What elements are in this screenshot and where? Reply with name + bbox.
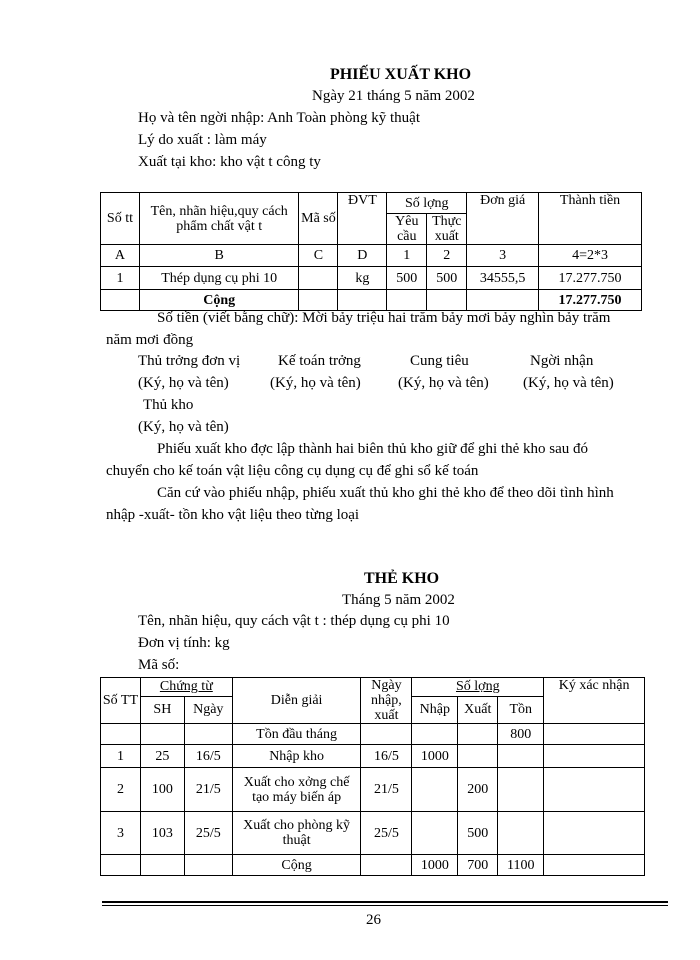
cell-stock: 800 <box>498 724 544 745</box>
th-qty: Số lợng <box>412 678 544 697</box>
the-kho-code-line: Mã số: <box>138 657 180 673</box>
cell-empty <box>361 724 412 745</box>
th-in: Nhập <box>412 696 458 723</box>
sum-in: 1000 <box>412 855 458 876</box>
th-desc: Diễn giải <box>232 678 361 724</box>
cell-empty <box>544 768 645 812</box>
cell-act: 500 <box>427 267 467 290</box>
th-doc: Chứng từ <box>140 678 232 697</box>
phieu-store-line: Xuất tại kho: kho vật t công ty <box>138 154 321 170</box>
amount-words-line2: năm mơi đồng <box>106 332 194 348</box>
cell-empty <box>361 855 412 876</box>
cell-empty <box>544 812 645 855</box>
col-a: A <box>101 245 140 267</box>
cell-empty <box>412 812 458 855</box>
phieu-title: PHIẾU XUẤT KHO <box>330 66 472 83</box>
sum-row <box>101 290 642 311</box>
the-kho-title: THẺ KHO <box>364 570 440 587</box>
cell-empty <box>498 812 544 855</box>
cell-out: 500 <box>458 812 498 855</box>
sig-sub: (Ký, họ và tên) <box>523 375 614 391</box>
cell-empty <box>140 724 184 745</box>
amount-words-line1: Số tiền (viết bằng chữ): Mời bảy triệu hai trăm bảy mơi bảy nghìn bảy trăm <box>157 310 611 326</box>
cell-stt: 1 <box>101 267 140 290</box>
cell-empty <box>412 768 458 812</box>
col-d: D <box>338 245 387 267</box>
cell-ngay: 16/5 <box>184 745 232 768</box>
sum-label: Cộng <box>139 290 299 311</box>
th-act: Thực xuất <box>427 214 467 245</box>
sum-label: Cộng <box>232 855 361 876</box>
cell-price: 34555,5 <box>467 267 539 290</box>
cell-name: Thép dụng cụ phi 10 <box>139 267 299 290</box>
th-stt: Số TT <box>101 678 141 724</box>
table-row <box>101 745 645 768</box>
cell-empty <box>544 855 645 876</box>
cell-ngay: 21/5 <box>184 768 232 812</box>
cell-empty <box>184 724 232 745</box>
page-number: 26 <box>366 912 381 928</box>
the-kho-unit-line: Đơn vị tính: kg <box>138 635 230 651</box>
cell-desc: Nhập kho <box>232 745 361 768</box>
cell-empty <box>544 724 645 745</box>
sig-accountant: Kế toán trởng <box>278 353 361 369</box>
the-kho-name-line: Tên, nhãn hiệu, quy cách vật t : thép dụng cụ phi 10 <box>138 613 450 629</box>
paragraph-2-line2: nhập -xuất- tồn kho vật liệu theo từng loại <box>106 507 360 523</box>
cell-empty <box>101 724 141 745</box>
footer-rule <box>102 905 668 906</box>
cell-code <box>299 267 338 290</box>
cell-sh: 100 <box>140 768 184 812</box>
th-unit: ĐVT <box>338 193 387 245</box>
col-b: B <box>139 245 299 267</box>
th-req: Yêu cầu <box>387 214 427 245</box>
cell-empty <box>544 745 645 768</box>
table-row <box>101 724 645 745</box>
cell-stt: 3 <box>101 812 141 855</box>
cell-empty <box>140 855 184 876</box>
col-1: 1 <box>387 245 427 267</box>
col-2: 2 <box>427 245 467 267</box>
sig-supply: Cung tiêu <box>410 353 469 369</box>
cell-empty <box>427 290 467 311</box>
sum-out: 700 <box>458 855 498 876</box>
cell-sh: 103 <box>140 812 184 855</box>
cell-ngay: 25/5 <box>184 812 232 855</box>
cell-empty <box>299 290 338 311</box>
th-date: Ngày nhập, xuất <box>361 678 412 724</box>
sig-storekeeper: Thủ kho <box>143 397 194 413</box>
th-sh: SH <box>140 696 184 723</box>
sum-stock: 1100 <box>498 855 544 876</box>
cell-empty <box>458 745 498 768</box>
th-out: Xuất <box>458 696 498 723</box>
th-ngay: Ngày <box>184 696 232 723</box>
cell-empty <box>467 290 539 311</box>
cell-empty <box>458 724 498 745</box>
paragraph-1-line1: Phiếu xuất kho đợc lập thành hai biên thủ kho giữ để ghi thẻ kho sau đó <box>157 441 588 457</box>
phieu-table <box>100 192 642 311</box>
cell-empty <box>338 290 387 311</box>
sig-sub: (Ký, họ và tên) <box>398 375 489 391</box>
table-row <box>101 812 645 855</box>
the-kho-table <box>100 677 645 876</box>
th-total: Thành tiền <box>539 193 642 245</box>
sum-total: 17.277.750 <box>539 290 642 311</box>
th-stock: Tồn <box>498 696 544 723</box>
th-code: Mã số <box>299 193 338 245</box>
footer-rule <box>102 901 668 903</box>
th-stt: Số tt <box>101 193 140 245</box>
col-3: 3 <box>467 245 539 267</box>
phieu-name-line: Họ và tên ngời nhập: Anh Toàn phòng kỹ thuật <box>138 110 420 126</box>
cell-date: 16/5 <box>361 745 412 768</box>
paragraph-1-line2: chuyển cho kế toán vật liệu công cụ dụng cụ để ghi sổ kế toán <box>106 463 479 479</box>
col-4: 4=2*3 <box>539 245 642 267</box>
th-qty: Số lợng <box>387 193 467 214</box>
the-kho-date: Tháng 5 năm 2002 <box>342 592 455 608</box>
cell-date: 25/5 <box>361 812 412 855</box>
cell-out: 200 <box>458 768 498 812</box>
table-row <box>101 267 642 290</box>
cell-desc: Tồn đầu tháng <box>232 724 361 745</box>
sig-director: Thủ trởng đơn vị <box>138 353 241 369</box>
cell-stt: 1 <box>101 745 141 768</box>
cell-req: 500 <box>387 267 427 290</box>
sum-row <box>101 855 645 876</box>
cell-unit: kg <box>338 267 387 290</box>
sig-sub: (Ký, họ và tên) <box>138 419 229 435</box>
cell-in: 1000 <box>412 745 458 768</box>
cell-sh: 25 <box>140 745 184 768</box>
sig-receiver: Ngời nhận <box>530 353 594 369</box>
phieu-date: Ngày 21 tháng 5 năm 2002 <box>312 88 475 104</box>
sig-sub: (Ký, họ và tên) <box>270 375 361 391</box>
th-name: Tên, nhãn hiệu,quy cách phẩm chất vật t <box>139 193 299 245</box>
cell-date: 21/5 <box>361 768 412 812</box>
th-price: Đơn giá <box>467 193 539 245</box>
cell-desc: Xuất cho phòng kỹ thuật <box>232 812 361 855</box>
cell-empty <box>498 745 544 768</box>
cell-desc: Xuất cho xởng chế tạo máy biến áp <box>232 768 361 812</box>
cell-empty <box>184 855 232 876</box>
cell-stt: 2 <box>101 768 141 812</box>
cell-empty <box>412 724 458 745</box>
paragraph-2-line1: Căn cứ vào phiếu nhập, phiếu xuất thủ kho ghi thẻ kho để theo dõi tình hình <box>157 485 614 501</box>
cell-empty <box>101 855 141 876</box>
cell-empty <box>387 290 427 311</box>
cell-empty <box>498 768 544 812</box>
cell-total: 17.277.750 <box>539 267 642 290</box>
th-sign: Ký xác nhận <box>544 678 645 724</box>
cell-empty <box>101 290 140 311</box>
sig-sub: (Ký, họ và tên) <box>138 375 229 391</box>
phieu-reason-line: Lý do xuất : làm máy <box>138 132 267 148</box>
table-row <box>101 768 645 812</box>
col-c: C <box>299 245 338 267</box>
